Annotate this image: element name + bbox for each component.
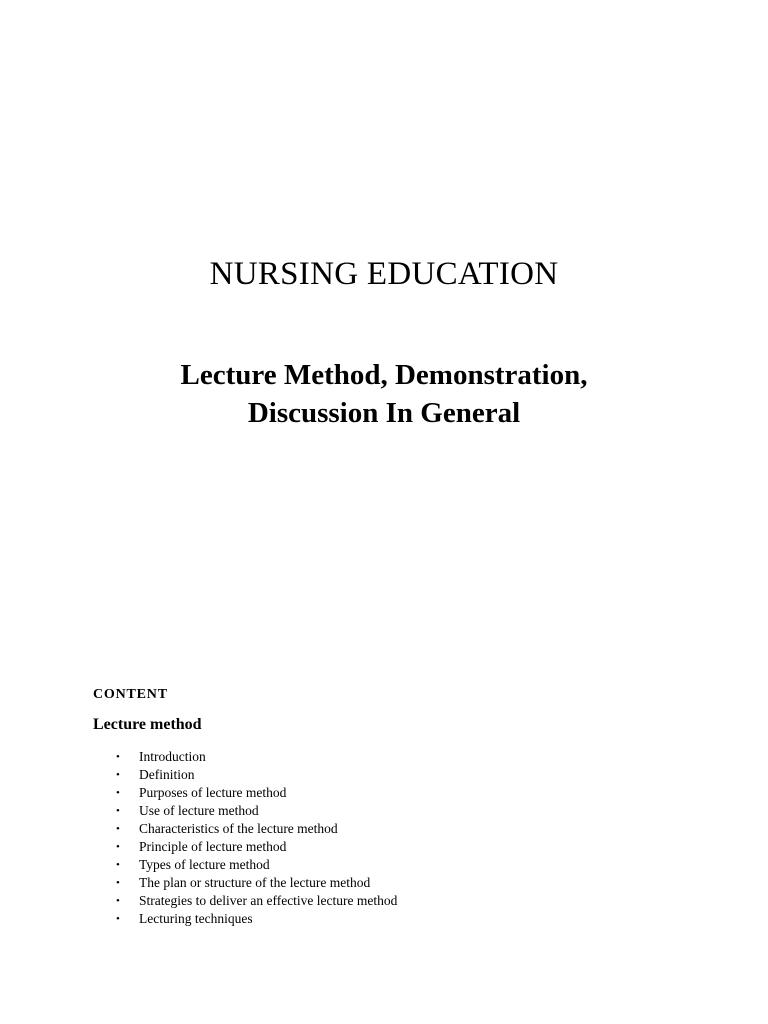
bullet-icon: • [116, 913, 120, 925]
subtitle-line-1: Lecture Method, Demonstration, [180, 359, 588, 391]
bullet-icon: • [116, 787, 120, 799]
list-item-text: Purposes of lecture method [139, 785, 287, 800]
list-item-text: Types of lecture method [139, 857, 270, 872]
document-subtitle [0, 356, 768, 432]
list-item-text: Characteristics of the lecture method [139, 821, 338, 836]
list-item-text: Definition [139, 767, 195, 782]
list-item-text: Principle of lecture method [139, 839, 287, 854]
section-heading: Lecture method [93, 716, 202, 733]
list-item [93, 748, 693, 766]
list-item [93, 784, 693, 802]
list-item-text: Strategies to deliver an effective lecture method [139, 893, 398, 908]
list-item [93, 874, 693, 892]
list-item [93, 820, 693, 838]
bullet-icon: • [116, 841, 120, 853]
list-item-text: Lecturing techniques [139, 911, 253, 926]
bullet-icon: • [116, 823, 120, 835]
list-item [93, 910, 693, 928]
bullet-icon: • [116, 895, 120, 907]
bullet-icon: • [116, 805, 120, 817]
subtitle-line-2: Discussion In General [247, 397, 521, 429]
bullet-icon: • [116, 859, 120, 871]
bullet-icon: • [116, 751, 120, 763]
list-item [93, 802, 693, 820]
list-item [93, 766, 693, 784]
list-item [93, 838, 693, 856]
bullet-icon: • [116, 877, 120, 889]
list-item-text: Use of lecture method [139, 803, 259, 818]
list-item-text: The plan or structure of the lecture method [139, 875, 371, 890]
topic-list [93, 748, 693, 928]
bullet-icon: • [116, 769, 120, 781]
document-title: NURSING EDUCATION [209, 256, 559, 292]
list-item [93, 892, 693, 910]
list-item [93, 856, 693, 874]
list-item-text: Introduction [139, 749, 206, 764]
content-label: CONTENT [93, 687, 168, 702]
